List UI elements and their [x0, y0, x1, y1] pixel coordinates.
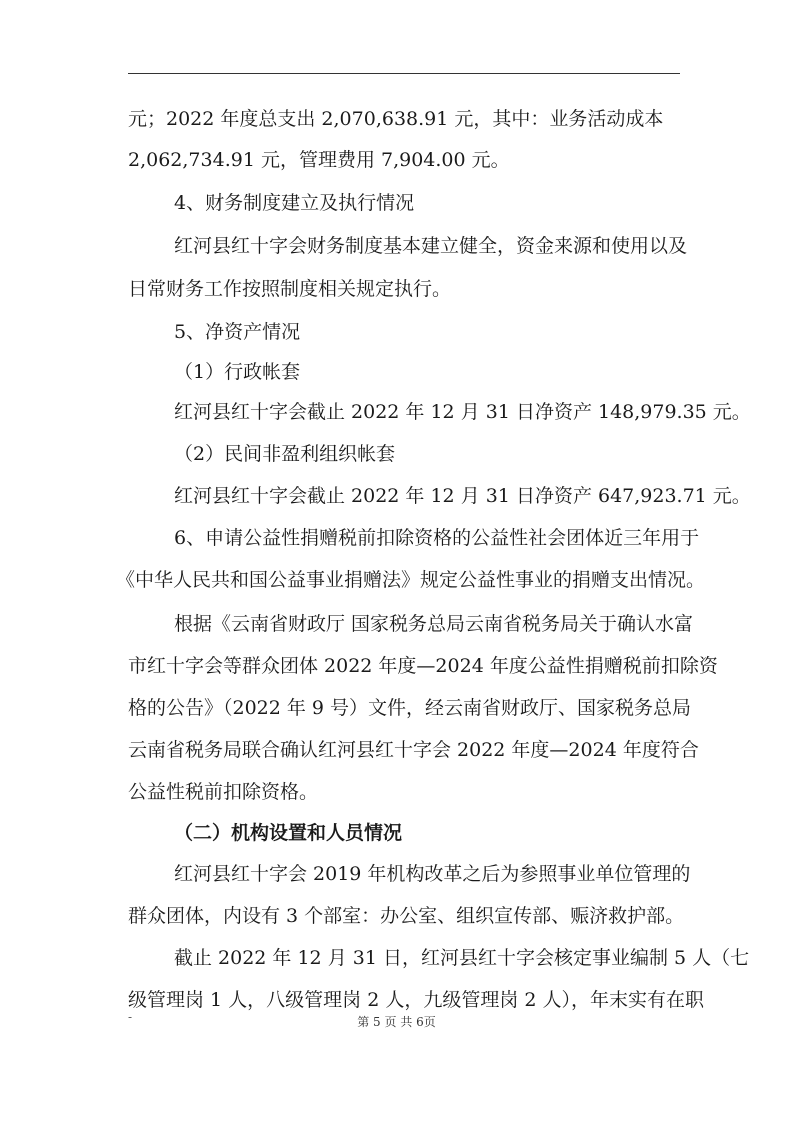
- paragraph-line: 元；2022 年度总支出 2,070,638.91 元，其中：业务活动成本: [128, 108, 664, 130]
- header-rule: [128, 73, 680, 74]
- paragraph-line: 红河县红十字会截止 2022 年 12 月 31 日净资产 647,923.71 元。: [174, 485, 751, 507]
- footer-dash: -: [128, 1010, 133, 1024]
- subsection-heading: （2）民间非盈利组织帐套: [174, 443, 396, 465]
- paragraph-line: 《中华人民共和国公益事业捐赠法》规定公益性事业的捐赠支出情况。: [116, 569, 706, 591]
- paragraph-line: 格的公告》（2022 年 9 号）文件，经云南省财政厅、国家税务总局: [128, 697, 692, 719]
- paragraph-line: 根据《云南省财政厅 国家税务总局云南省税务局关于确认水富: [174, 613, 694, 635]
- page-number: 第 5 页 共 6页: [357, 1015, 436, 1029]
- paragraph-line: 截止 2022 年 12 月 31 日，红河县红十字会核定事业编制 5 人（七: [174, 947, 750, 969]
- paragraph-line: 红河县红十字会 2019 年机构改革之后为参照事业单位管理的: [174, 863, 691, 885]
- paragraph-line: 市红十字会等群众团体 2022 年度—2024 年度公益性捐赠税前扣除资: [128, 655, 718, 677]
- paragraph-line: 级管理岗 1 人，八级管理岗 2 人，九级管理岗 2 人），年末实有在职: [128, 989, 705, 1011]
- paragraph-line: 日常财务工作按照制度相关规定执行。: [128, 278, 452, 300]
- paragraph-line: 2,062,734.91 元，管理费用 7,904.00 元。: [128, 149, 510, 171]
- section-heading: （二）机构设置和人员情况: [174, 822, 403, 844]
- section-heading: 6、申请公益性捐赠税前扣除资格的公益性社会团体近三年用于: [174, 527, 700, 549]
- subsection-heading: （1）行政帐套: [174, 361, 301, 383]
- paragraph-line: 红河县红十字会截止 2022 年 12 月 31 日净资产 148,979.35 元。: [174, 401, 751, 423]
- section-heading: 5、净资产情况: [174, 321, 301, 343]
- section-heading: 4、财务制度建立及执行情况: [174, 192, 415, 214]
- paragraph-line: 红河县红十字会财务制度基本建立健全，资金来源和使用以及: [174, 235, 688, 257]
- paragraph-line: 群众团体，内设有 3 个部室：办公室、组织宣传部、赈济救护部。: [128, 905, 685, 927]
- paragraph-line: 公益性税前扣除资格。: [128, 781, 319, 803]
- paragraph-line: 云南省税务局联合确认红河县红十字会 2022 年度—2024 年度符合: [128, 739, 699, 761]
